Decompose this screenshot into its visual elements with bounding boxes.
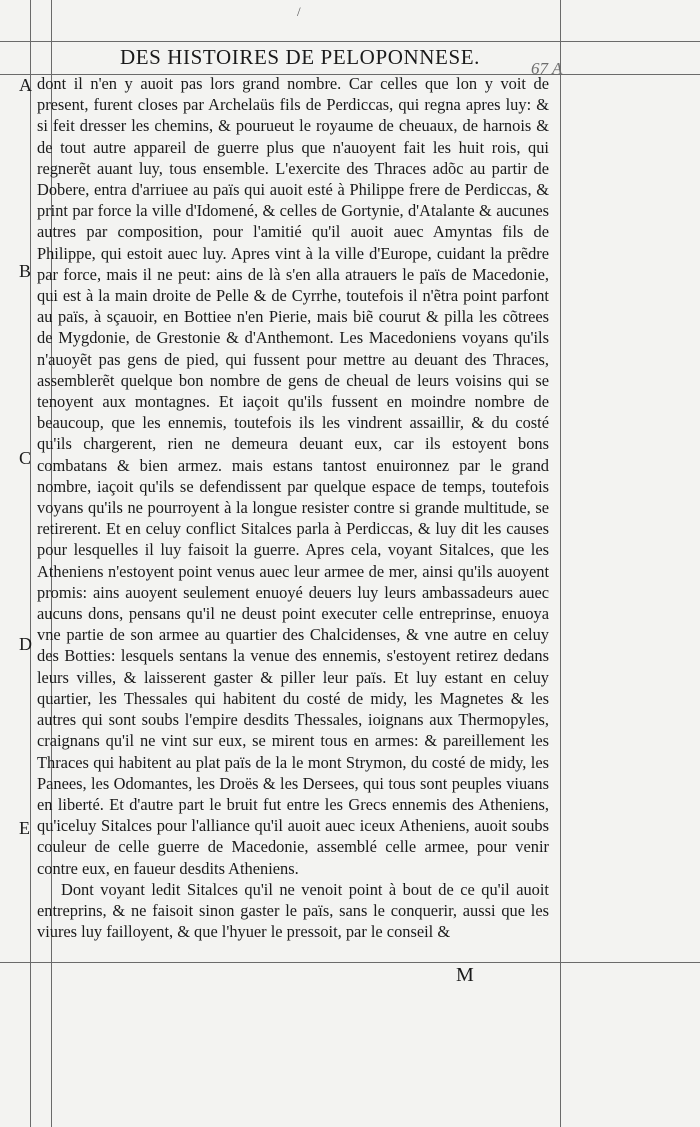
margin-marker-e: E xyxy=(19,818,30,838)
header-rule xyxy=(0,41,700,42)
margin-marker-d: D xyxy=(19,634,32,654)
folio-number: 67 A xyxy=(531,59,563,78)
left-outer-rule xyxy=(30,0,31,1127)
paragraph: Dont voyant ledit Sitalces qu'il ne venoit point à bout de ce qu'il auoit entreprins, & ne faisoit sinon gaster le païs, sans le conquerir, aussi que les viures luy failloyent, & que l'hyuer le pressoit, par le conseil & xyxy=(37,879,549,942)
margin-marker-a: A xyxy=(19,75,32,95)
bottom-body-rule xyxy=(0,962,700,963)
body-text xyxy=(37,73,549,942)
running-head: DES HISTOIRES DE PELOPONNESE. xyxy=(119,45,481,69)
margin-marker-c: C xyxy=(19,448,32,468)
paragraph: dont il n'en y auoit pas lors grand nombre. Car celles que lon y voit de present, furent closes par Archelaüs fils de Perdiccas, qui regna apres luy: & si feit dresser les chemins, & pourueut le royaume de cheuaux, de harnois & de tout autre appareil de guerre plus que n'auoyent fait les huit rois, qui regnerẽt auant luy, tous ensemble. L'exercite des Thraces adõc au partir de Dobere, entra d'arriuee au païs qui auoit esté à Philippe frere de Perdiccas, & print par force la ville d'Idomené, & celles de Gortynie, d'Atalante & aucunes autres par composition, pour l'amitié qu'il auoit auec Amyntas fils de Philippe, qui estoit auec luy. Apres vint à la ville d'Europe, cuidant la prẽdre par force, mais il ne peut: ains de là s'en alla atrauers le païs de Macedonie, qui est à la main droite de Pelle & de Cyrrhe, toutefois il n'ẽtra point parfont au païs, à sçauoir, en Bottiee n'en Pierie, mais biẽ courut & pilla les cõtrees de Mygdonie, de Grestonie & d'Anthemont. Les Macedoniens voyans qu'ils n'auoyẽt pas gens de pied, qui fussent pour mettre au deuant des Thraces, assemblerẽt quelque bon nombre de gens de cheual de leurs voisins qui se tenoyent aux montagnes. Et iaçoit qu'ils fussent en moindre nombre de beaucoup, que les ennemis, toutefois ils les vindrent assaillir, & du costé qu'ils chargerent, rien ne demeura deuant eux, car ils estoyent bons combatans & bien armez. mais estans tantost enuironnez par le grand nombre, iaçoit qu'ils se defendissent par quelque espace de temps, toutefois voyans qu'ils ne pourroyent à la longue resister contre si grande multitude, se retirerent. Et en celuy conflict Sitalces parla à Perdiccas, & luy dit les causes pour lesquelles il luy faisoit la guerre. Apres cela, voyant Sitalces, que les Atheniens n'estoyent point venus auec leur armee de mer, ainsi qu'ils auoyent promis: ains auoyent seulement enuoyé deuers luy leurs ambassadeurs auec aucuns dons, pensans qu'il ne deust point executer celle entreprinse, enuoya vne partie de son armee au quartier des Chalcidenses, & vne autre en celuy des Botties: lesquels sentans la venue des ennemis, s'estoyent retirez dedans leurs villes, & laisserent gaster & piller leur païs. Et luy estant en celuy quartier, les Thessales qui habitent du costé de midy, les Magnetes & les autres qui sont soubs l'empire desdits Thessales, ioignans aux Thermopyles, craignans qu'il ne vint sur eux, se mirent tous en armes: & pareillement les Thraces qui habitent au plat païs de la le mont Strymon, du costé de midy, les Panees, les Odomantes, les Droës & les Dersees, qui tous sont peuples viuans en liberté. Et d'autre part le bruit fut entre les Grecs ennemis des Atheniens, qu'iceluy Sitalces pour l'alliance qu'il auoit auec iceux Atheniens, auoit soubs couleur de celle guerre de Macedonie, assemblé celle armee, pour venir contre eux, en faueur desdits Atheniens. xyxy=(37,74,549,878)
right-rule xyxy=(560,0,561,1127)
margin-marker-b: B xyxy=(19,261,32,281)
tick-mark: / xyxy=(297,4,301,19)
signature-mark: M xyxy=(456,964,474,986)
